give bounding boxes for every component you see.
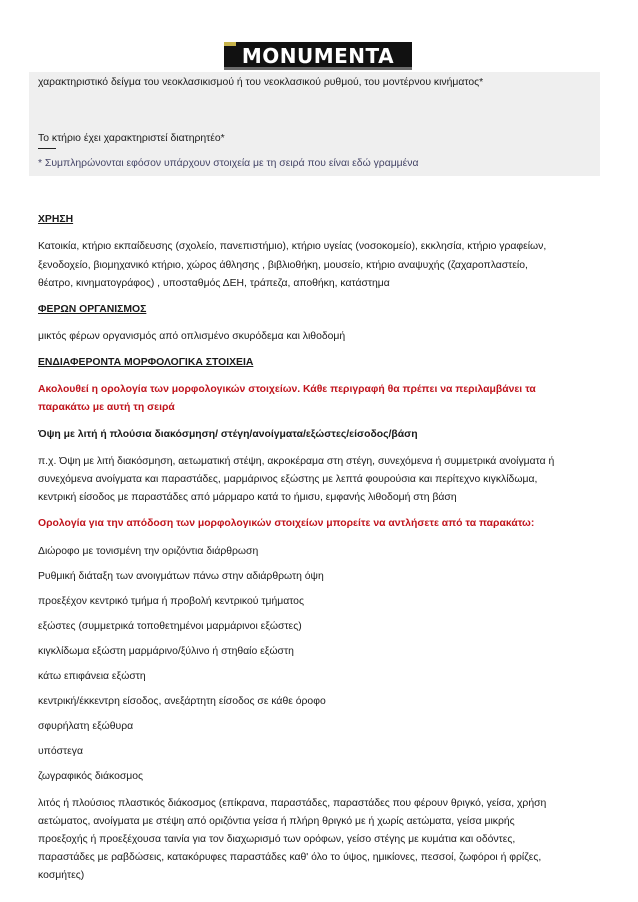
term-item: κιγκλίδωμα εξώστη μαρμάρινο/ξύλινο ή στηθαίο εξώστη [38,646,294,657]
use-line: ξενοδοχείο, βιομηχανικό κτήριο, χώρος άθλησης , βιβλιοθήκη, μουσείο, κτήριο αναψυχής (ζαχαροπλαστείο, [38,260,528,271]
blank-field-line [38,148,56,149]
term-item: κεντρική/έκκεντρη είσοδος, ανεξάρτητη είσοδος σε κάθε όροφο [38,696,326,707]
morphology-order: Όψη με λιτή ή πλούσια διακόσμηση/ στέγη/ανοίγματα/εξώστες/είσοδος/βάση [38,429,418,440]
morphology-example: π.χ. Όψη με λιτή διακόσμηση, αετωματική στέψη, ακροκέραμα στη στέγη, συνεχόμενα ή συμμετρικά ανοίγματα ή [38,456,555,467]
logo-accent [224,42,236,46]
term-item: εξώστες (συμμετρικά τοποθετημένοι μαρμάρινοι εξώστες) [38,621,302,632]
form-line-listed: Το κτήριο έχει χαρακτηριστεί διατηρητέο* [38,133,225,144]
term-item-long: προεξοχής ή προεξέχουσα ταινία για τον διαχωρισμό των ορόφων, γείσο στέγης με κυμάτια και οδόντες, [38,834,516,845]
morphology-example: συνεχόμενα ανοίγματα και παραστάδες, μαρμάρινος εξώστης με λεπτά φουρούσια και περίτεχνο κιγκλίδωμα, [38,474,538,485]
term-item-long: παραστάδες με ραβδώσεις, κατακόρυφες παραστάδες καθ' όλο το ύψος, ημικίονες, πεσσοί, ζωφόροι ή φρίζες, [38,852,542,863]
monumenta-logo: MONUMENTA [224,42,412,70]
term-item: Διώροφο με τονισμένη την οριζόντια διάρθρωση [38,546,259,557]
term-item: σφυρήλατη εξώθυρα [38,721,134,732]
term-item-long: κοσμήτες) [38,870,85,881]
structure-text: μικτός φέρων οργανισμός από οπλισμένο σκυρόδεμα και λιθοδομή [38,331,346,342]
term-item-long: λιτός ή πλούσιος πλαστικός διάκοσμος (επίκρανα, παραστάδες, παραστάδες που φέρουν θριγκό, γείσα, χρήση [38,798,547,809]
term-item: κάτω επιφάνεια εξώστη [38,671,146,682]
form-note: * Συμπληρώνονται εφόσον υπάρχουν στοιχεία με τη σειρά που είναι εδώ γραμμένα [38,158,419,169]
term-item: ζωγραφικός διάκοσμος [38,771,144,782]
term-item: προεξέχον κεντρικό τμήμα ή προβολή κεντρικού τμήματος [38,596,304,607]
use-line: Κατοικία, κτήριο εκπαίδευσης (σχολείο, πανεπιστήμιο), κτήριο υγείας (νοσοκομείο), εκκλησία, κτήριο γραφείων, [38,241,547,252]
terms-heading: Ορολογία για την απόδοση των μορφολογικών στοιχείων μπορείτε να αντλήσετε από τα παρακάτω: [38,518,535,529]
form-line-style: χαρακτηριστικό δείγμα του νεοκλασικισμού ή του νεοκλασικού ρυθμού, του μοντέρνου κινήματος* [38,77,484,88]
use-heading: ΧΡΗΣΗ [38,214,74,225]
term-item: υπόστεγα [38,746,83,757]
morphology-instruction: παρακάτω με αυτή τη σειρά [38,402,175,413]
morphology-example: κεντρική είσοδος με παραστάδες από μάρμαρο κατά το ήμισυ, εμφανής λιθοδομή στη βάση [38,492,457,503]
structure-heading: ΦΕΡΩΝ ΟΡΓΑΝΙΣΜΟΣ [38,304,147,315]
term-item-long: αετώματος, ανοίγματα με στέψη από οριζόντια γείσα ή πλήρη θριγκό με ή χωρίς αετώματα, γείσα μικρής [38,816,515,827]
morphology-heading: ΕΝΔΙΑΦΕΡΟΝΤΑ ΜΟΡΦΟΛΟΓΙΚΑ ΣΤΟΙΧΕΙΑ [38,357,254,368]
morphology-instruction: Ακολουθεί η ορολογία των μορφολογικών στοιχείων. Κάθε περιγραφή θα πρέπει να περιλαμβάνει τα [38,384,536,395]
use-line: θέατρο, κινηματογράφος) , υποσταθμός ΔΕΗ, τράπεζα, αποθήκη, κατάστημα [38,278,390,289]
term-item: Ρυθμική διάταξη των ανοιγμάτων πάνω στην αδιάρθρωτη όψη [38,571,324,582]
